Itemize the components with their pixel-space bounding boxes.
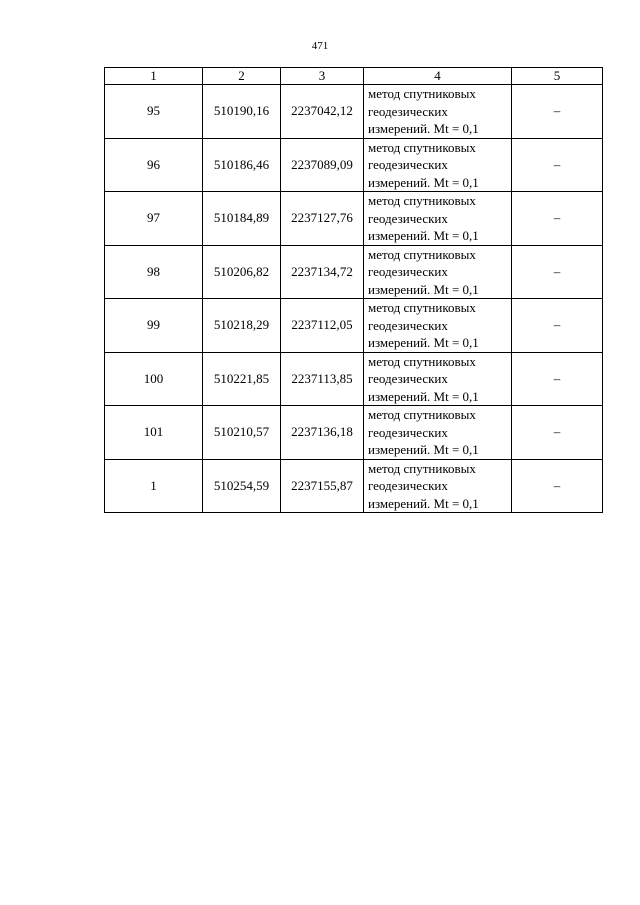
y-coordinate-cell: 2237155,87 <box>281 459 364 513</box>
y-coordinate-cell: 2237113,85 <box>281 352 364 406</box>
x-coordinate-cell: 510218,29 <box>203 299 281 353</box>
x-coordinate-cell: 510210,57 <box>203 406 281 460</box>
column-header: 5 <box>512 68 603 85</box>
table-row <box>105 85 603 139</box>
y-coordinate-cell: 2237042,12 <box>281 85 364 139</box>
table-row <box>105 299 603 353</box>
column-header: 1 <box>105 68 203 85</box>
point-number-cell: 97 <box>105 192 203 246</box>
method-cell: метод спутниковых геодезических измерений. Mt = 0,1 <box>364 245 512 299</box>
y-coordinate-cell: 2237136,18 <box>281 406 364 460</box>
note-cell: – <box>512 138 603 192</box>
note-cell: – <box>512 299 603 353</box>
column-header: 3 <box>281 68 364 85</box>
point-number-cell: 99 <box>105 299 203 353</box>
x-coordinate-cell: 510190,16 <box>203 85 281 139</box>
y-coordinate-cell: 2237127,76 <box>281 192 364 246</box>
point-number-cell: 100 <box>105 352 203 406</box>
x-coordinate-cell: 510186,46 <box>203 138 281 192</box>
method-cell: метод спутниковых геодезических измерений. Mt = 0,1 <box>364 138 512 192</box>
table-header-row <box>105 68 603 85</box>
point-number-cell: 96 <box>105 138 203 192</box>
method-cell: метод спутниковых геодезических измерений. Mt = 0,1 <box>364 85 512 139</box>
x-coordinate-cell: 510221,85 <box>203 352 281 406</box>
table-row <box>105 406 603 460</box>
note-cell: – <box>512 459 603 513</box>
column-header: 2 <box>203 68 281 85</box>
point-number-cell: 98 <box>105 245 203 299</box>
note-cell: – <box>512 192 603 246</box>
y-coordinate-cell: 2237089,09 <box>281 138 364 192</box>
method-cell: метод спутниковых геодезических измерений. Mt = 0,1 <box>364 406 512 460</box>
method-cell: метод спутниковых геодезических измерений. Mt = 0,1 <box>364 299 512 353</box>
method-cell: метод спутниковых геодезических измерений. Mt = 0,1 <box>364 459 512 513</box>
coordinates-table <box>104 67 603 513</box>
table-row <box>105 245 603 299</box>
method-cell: метод спутниковых геодезических измерений. Mt = 0,1 <box>364 352 512 406</box>
point-number-cell: 95 <box>105 85 203 139</box>
note-cell: – <box>512 406 603 460</box>
point-number-cell: 101 <box>105 406 203 460</box>
table-row <box>105 459 603 513</box>
note-cell: – <box>512 352 603 406</box>
y-coordinate-cell: 2237112,05 <box>281 299 364 353</box>
point-number-cell: 1 <box>105 459 203 513</box>
table-row <box>105 138 603 192</box>
page-number: 471 <box>311 40 329 52</box>
method-cell: метод спутниковых геодезических измерений. Mt = 0,1 <box>364 192 512 246</box>
table-row <box>105 192 603 246</box>
note-cell: – <box>512 245 603 299</box>
x-coordinate-cell: 510184,89 <box>203 192 281 246</box>
y-coordinate-cell: 2237134,72 <box>281 245 364 299</box>
note-cell: – <box>512 85 603 139</box>
column-header: 4 <box>364 68 512 85</box>
x-coordinate-cell: 510254,59 <box>203 459 281 513</box>
table-row <box>105 352 603 406</box>
x-coordinate-cell: 510206,82 <box>203 245 281 299</box>
